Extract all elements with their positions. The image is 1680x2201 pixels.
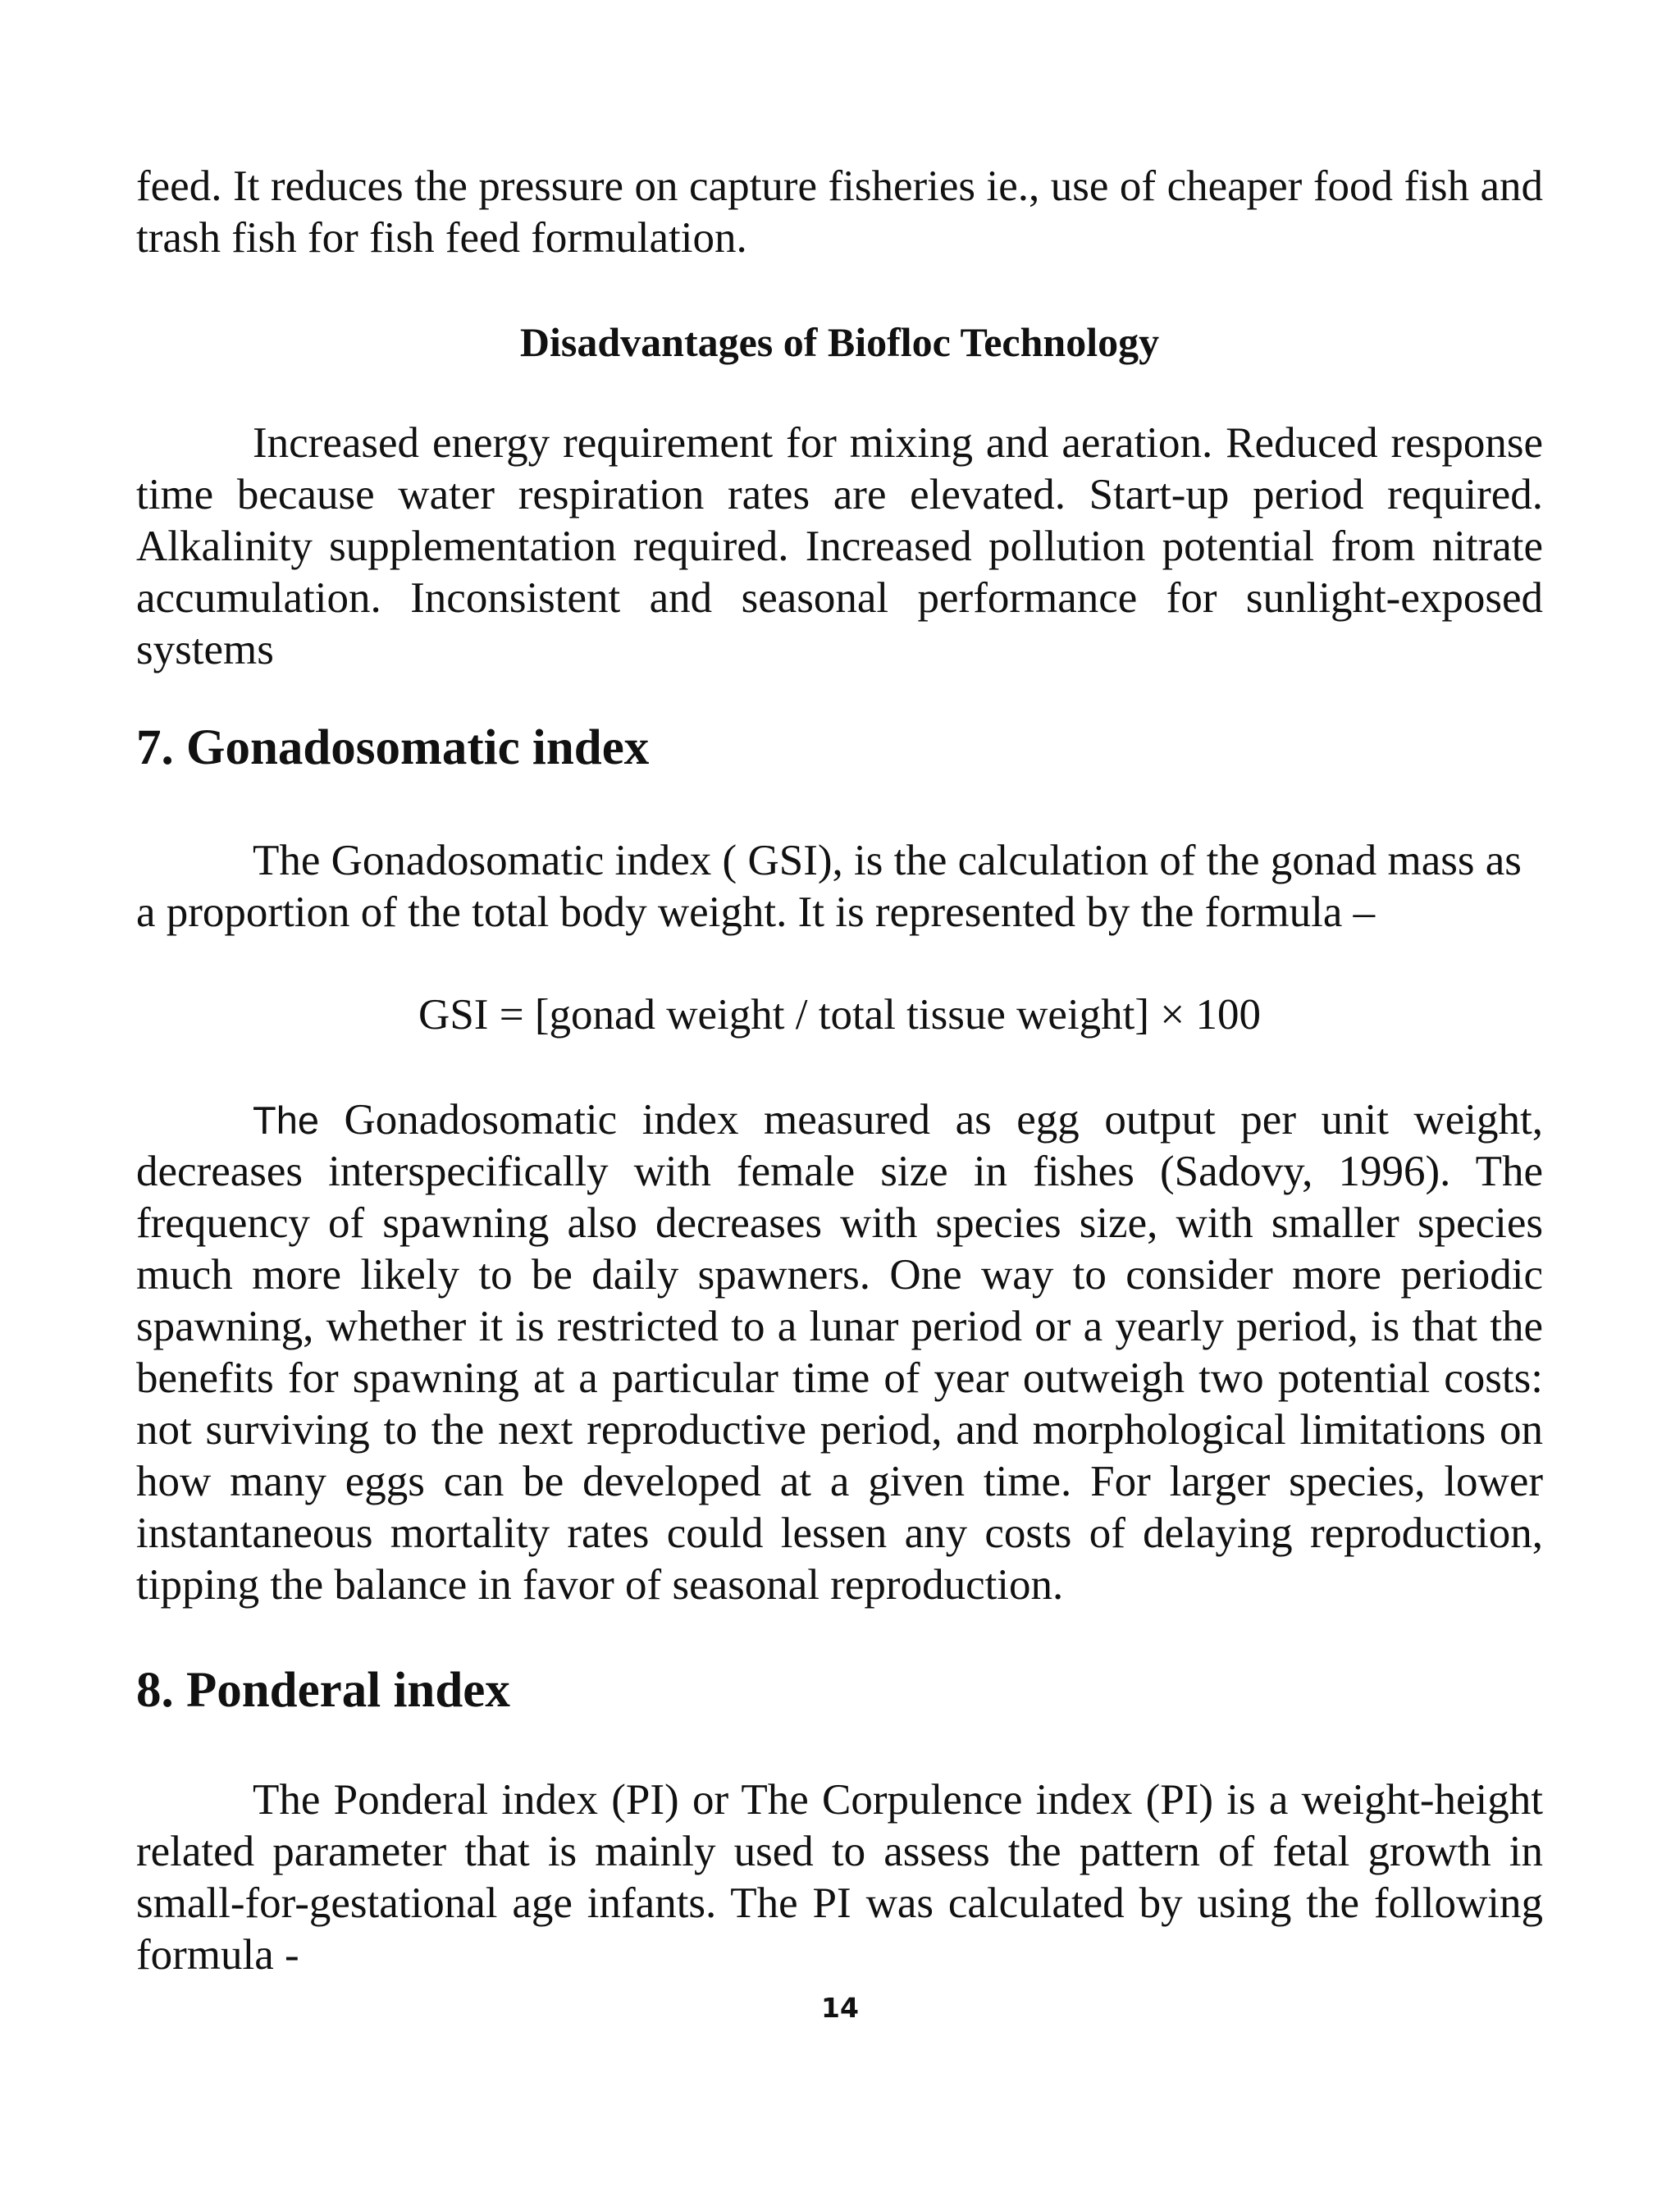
section-7-body xyxy=(136,1094,1543,1611)
page-number: 14 xyxy=(821,1992,859,2024)
section-7-body-lead: The xyxy=(253,1098,319,1142)
section-7-heading: 7. Gonadosomatic index xyxy=(136,720,650,775)
section-7-intro: The Gonadosomatic index ( GSI), is the calculation of the gonad mass as a proportion of the total body weight. It is represented by the formula – xyxy=(136,837,1522,936)
section-8-body: The Ponderal index (PI) or The Corpulence index (PI) is a weight-height related parameter that is mainly used to assess the pattern of fetal growth in small-for-gestational age infants. The PI was calculated by using the following formula - xyxy=(136,1776,1543,1979)
disadvantages-paragraph: Increased energy requirement for mixing and aeration. Reduced response time because water respiration rates are elevated. Start-up period required. Alkalinity supplementation required. Increased pollution potential from nitrate accumulation. Inconsistent and seasonal performance for sunlight-exposed systems xyxy=(136,419,1543,674)
section-8-heading: 8. Ponderal index xyxy=(136,1663,510,1718)
gsi-formula: GSI = [gonad weight / total tissue weight] × 100 xyxy=(418,991,1261,1039)
section-7-body-text: Gonadosomatic index measured as egg output per unit weight, decreases interspecifically with female size in fishes (Sadovy, 1996). The frequency of spawning also decreases with species size, with smaller species much more likely to be daily spawners. One way to consider more periodic spawning, whether it is restricted to a lunar period or a yearly period, is that the benefits for spawning at a particular time of year outweigh two potential costs: not surviving to the next reproductive period, and morphological limitations on how many eggs can be developed at a given time. For larger species, lower instantaneous mortality rates could lessen any costs of delaying reproduction, tipping the balance in favor of seasonal reproduction. xyxy=(136,1096,1543,1609)
continued-paragraph: feed. It reduces the pressure on capture fisheries ie., use of cheaper food fish and trash fish for fish feed formulation. xyxy=(136,162,1543,262)
disadvantages-heading: Disadvantages of Biofloc Technology xyxy=(519,319,1160,365)
